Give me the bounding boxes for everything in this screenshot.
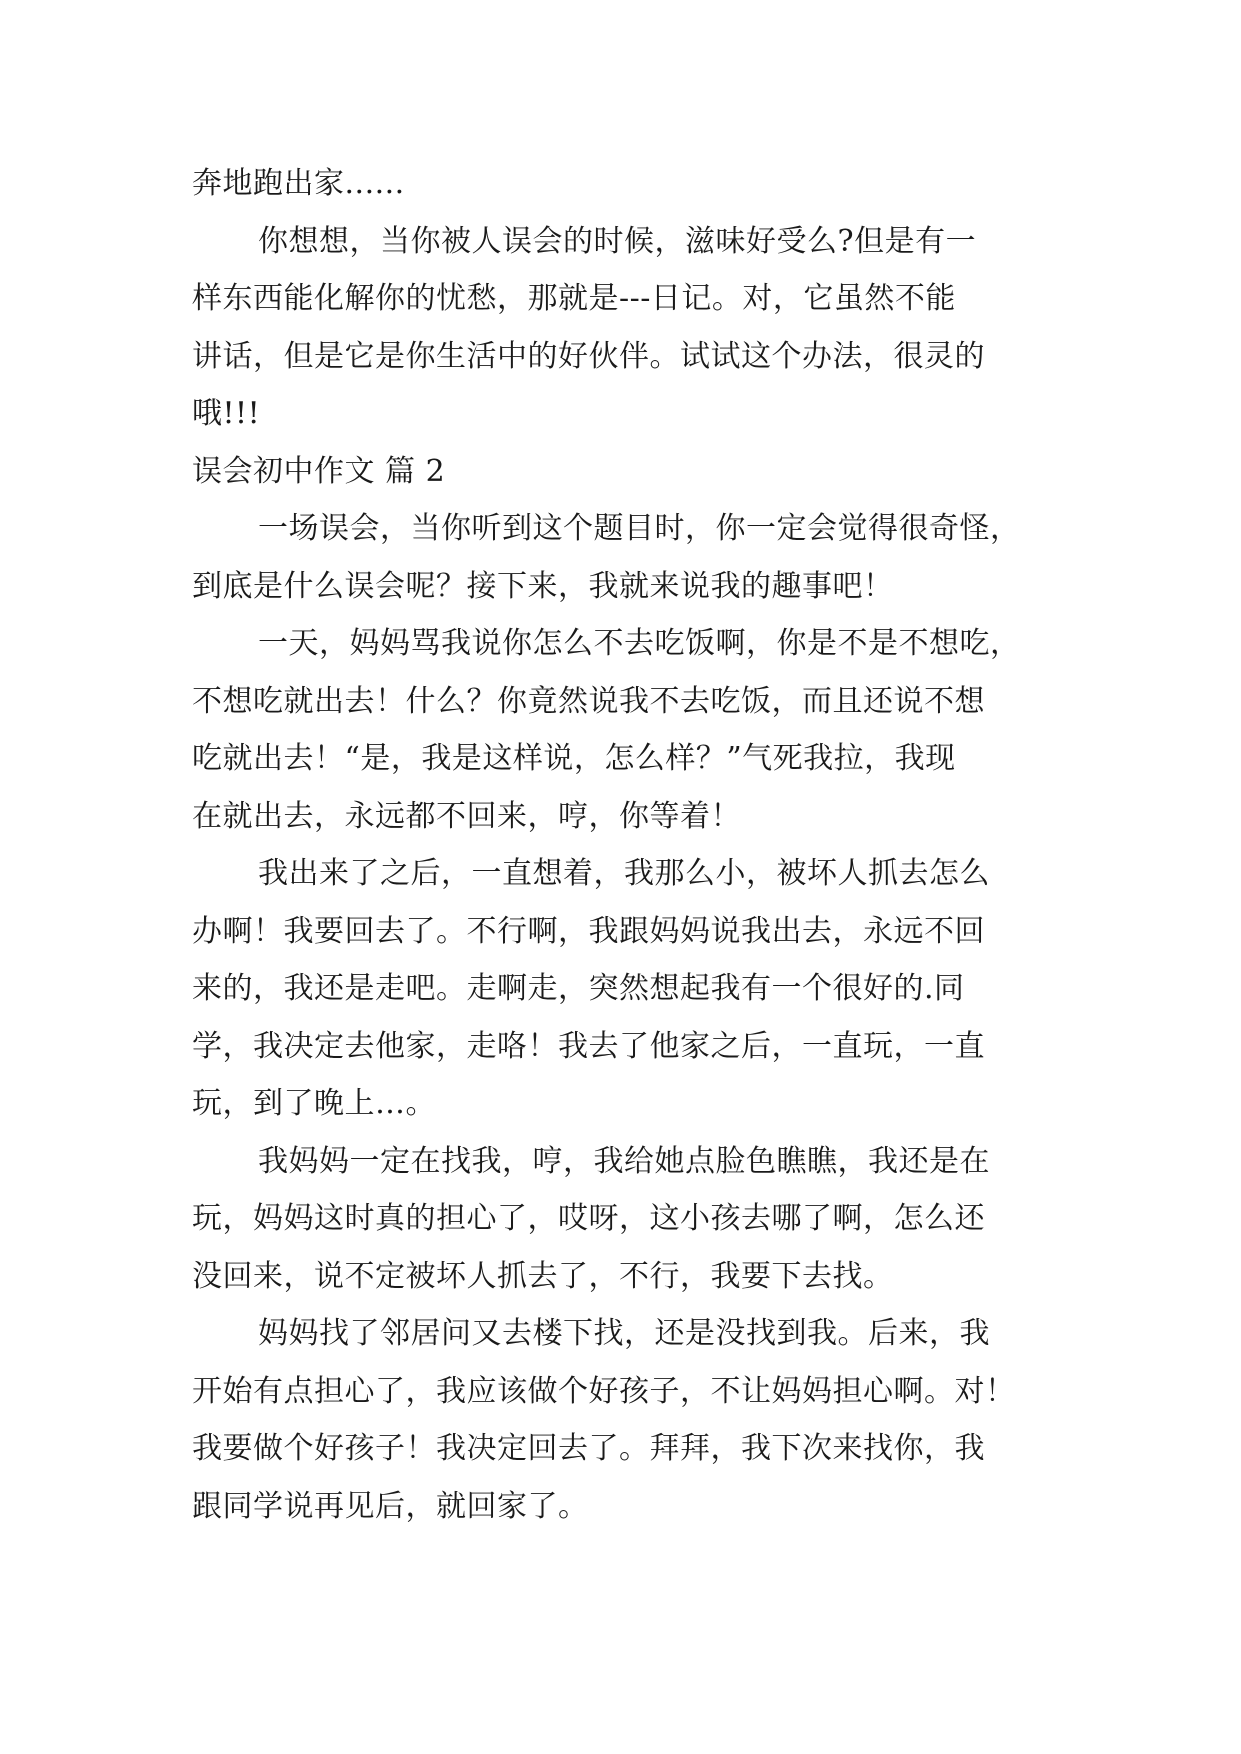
- paragraph-start-line: 我出来了之后，一直想着，我那么小，被坏人抓去怎么: [258, 856, 990, 891]
- text-line: 到底是什么误会呢？接下来，我就来说我的趣事吧！: [192, 569, 894, 604]
- paragraph-start-line: 你想想，当你被人误会的时候，滋味好受么?但是有一: [258, 224, 977, 259]
- text-line: 跟同学说再见后，就回家了。: [192, 1489, 589, 1524]
- text-line: 哦!!!: [192, 396, 261, 431]
- text-line: 奔地跑出家......: [192, 166, 405, 201]
- paragraph-start-line: 妈妈找了邻居问又去楼下找，还是没找到我。后来，我: [258, 1316, 990, 1351]
- text-line: 在就出去，永远都不回来，哼，你等着！: [192, 799, 741, 834]
- text-line: 吃就出去！“是，我是这样说，怎么样？”气死我拉，我现: [192, 741, 956, 776]
- section-heading: 误会初中作文 篇 2: [192, 454, 446, 489]
- text-line: 我要做个好孩子！我决定回去了。拜拜，我下次来找你，我: [192, 1431, 985, 1466]
- text-line: 玩，妈妈这时真的担心了，哎呀，这小孩去哪了啊，怎么还: [192, 1201, 985, 1236]
- text-line: 学，我决定去他家，走咯！我去了他家之后，一直玩，一直: [192, 1029, 985, 1064]
- text-line: 讲话，但是它是你生活中的好伙伴。试试这个办法，很灵的: [192, 339, 985, 374]
- text-line: 没回来，说不定被坏人抓去了，不行，我要下去找。: [192, 1259, 894, 1294]
- text-line: 玩，到了晚上…。: [192, 1086, 436, 1121]
- text-line: 样东西能化解你的忧愁，那就是---日记。对，它虽然不能: [192, 281, 956, 316]
- text-line: 办啊！我要回去了。不行啊，我跟妈妈说我出去，永远不回: [192, 914, 985, 949]
- paragraph-start-line: 一天，妈妈骂我说你怎么不去吃饭啊，你是不是不想吃，: [258, 626, 1021, 661]
- paragraph-start-line: 一场误会，当你听到这个题目时，你一定会觉得很奇怪，: [258, 511, 1021, 546]
- text-line: 来的，我还是走吧。走啊走，突然想起我有一个很好的.同: [192, 971, 965, 1006]
- text-line: 开始有点担心了，我应该做个好孩子，不让妈妈担心啊。对！: [192, 1374, 1016, 1409]
- text-line: 不想吃就出去！什么？你竟然说我不去吃饭，而且还说不想: [192, 684, 985, 719]
- paragraph-start-line: 我妈妈一定在找我，哼，我给她点脸色瞧瞧，我还是在: [258, 1144, 990, 1179]
